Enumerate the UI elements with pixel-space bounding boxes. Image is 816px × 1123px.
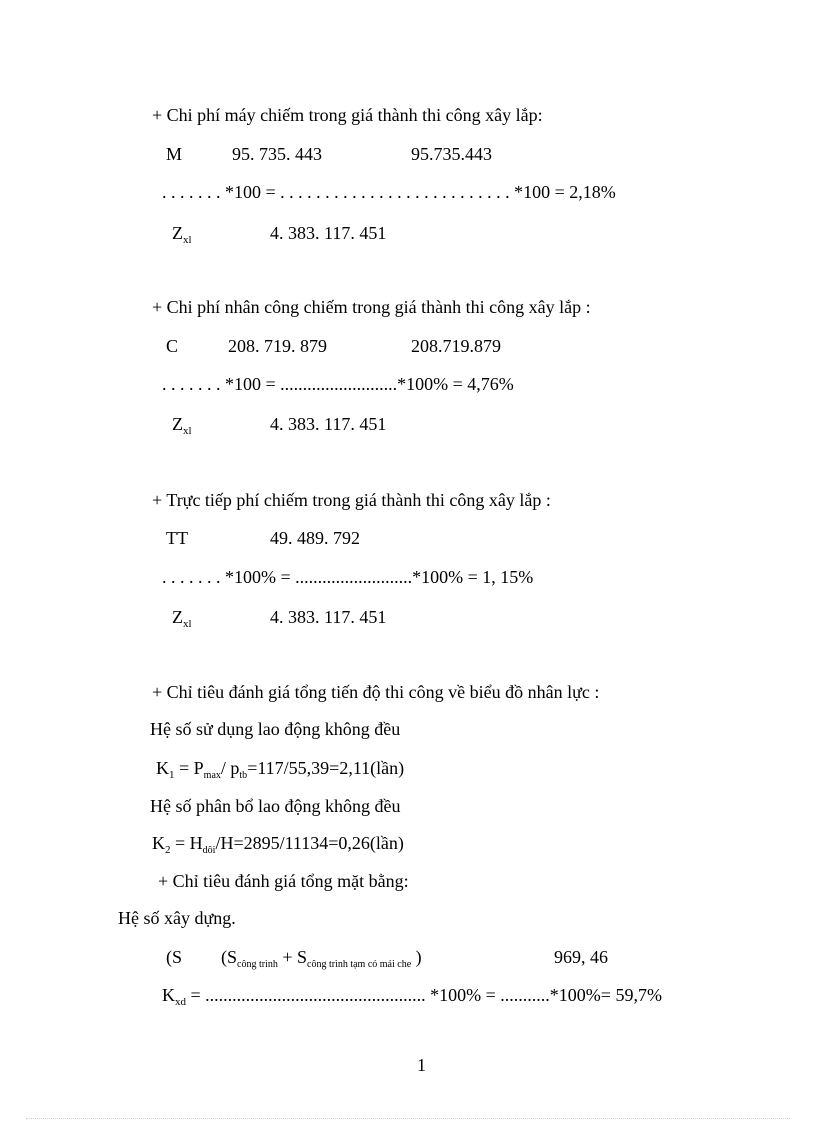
kxd-formula: $K_{xd}$ = ................................................. *100% = ...........*100%= 59,7% [162,985,662,1008]
page-bottom-divider [26,1118,790,1119]
k2-formula: $K_2$ = $H_{dôi}/H=2895/11134=0,26(lần)$ [152,833,404,856]
kxd-numerator-sum: ($S_{công trình} + S_{công trình tạm có mái che}$ ) [221,947,422,970]
labor-denominator-value: 4. 383. 117. 451 [270,414,387,434]
direct-symbol: TT [166,528,188,548]
direct-denominator-symbol: $Z_{xl}$ [172,607,192,630]
machine-fraction-line: . . . . . . . *100 = . . . . . . . . . . . . . . . . . . . . . . . . . . *100 = 2,18% [162,182,616,202]
labor-cost-heading: + Chi phí nhân công chiếm trong giá thành thi công xây lắp : [152,297,591,317]
k2-label: Hệ số phân bổ lao động không đều [150,796,401,816]
direct-value-spaced: 49. 489. 792 [270,528,360,548]
kxd-numerator-value: 969, 46 [554,947,608,967]
labor-value-spaced: 208. 719. 879 [228,336,327,356]
machine-symbol: M [166,144,183,164]
machine-denominator-symbol: $Z_{xl}$ [172,223,192,246]
machine-denominator-value: 4. 383. 117. 451 [270,223,387,243]
labor-index-heading: + Chỉ tiêu đánh giá tổng tiến độ thi công về biểu đồ nhân lực : [152,682,600,702]
k1-label: Hệ số sử dụng lao động không đều [150,719,401,739]
labor-symbol: C [166,336,179,356]
labor-denominator-symbol: $Z_{xl}$ [172,414,192,437]
direct-fraction-line: . . . . . . . *100% = ..........................*100% = 1, 15% [162,567,534,587]
construction-coefficient-label: Hệ số xây dựng. [118,908,236,928]
machine-value-spaced: 95. 735. 443 [232,144,322,164]
page-number: 1 [417,1055,426,1075]
machine-value: 95.735.443 [411,144,492,164]
site-index-heading: + Chỉ tiêu đánh giá tổng mặt bằng: [158,871,409,891]
labor-fraction-line: . . . . . . . *100 = ..........................*100% = 4,76% [162,374,514,394]
labor-value: 208.719.879 [411,336,501,356]
direct-denominator-value: 4. 383. 117. 451 [270,607,387,627]
direct-cost-heading: + Trực tiếp phí chiếm trong giá thành thi công xây lắp : [152,490,551,510]
k1-formula: $K_1 = P_{max}/$ $p_{tb}=117/55,39=2,11(lần)$ [156,758,405,781]
machine-cost-heading: + Chi phí máy chiếm trong giá thành thi công xây lắp: [152,105,543,125]
kxd-numerator-open: (S [166,947,183,967]
